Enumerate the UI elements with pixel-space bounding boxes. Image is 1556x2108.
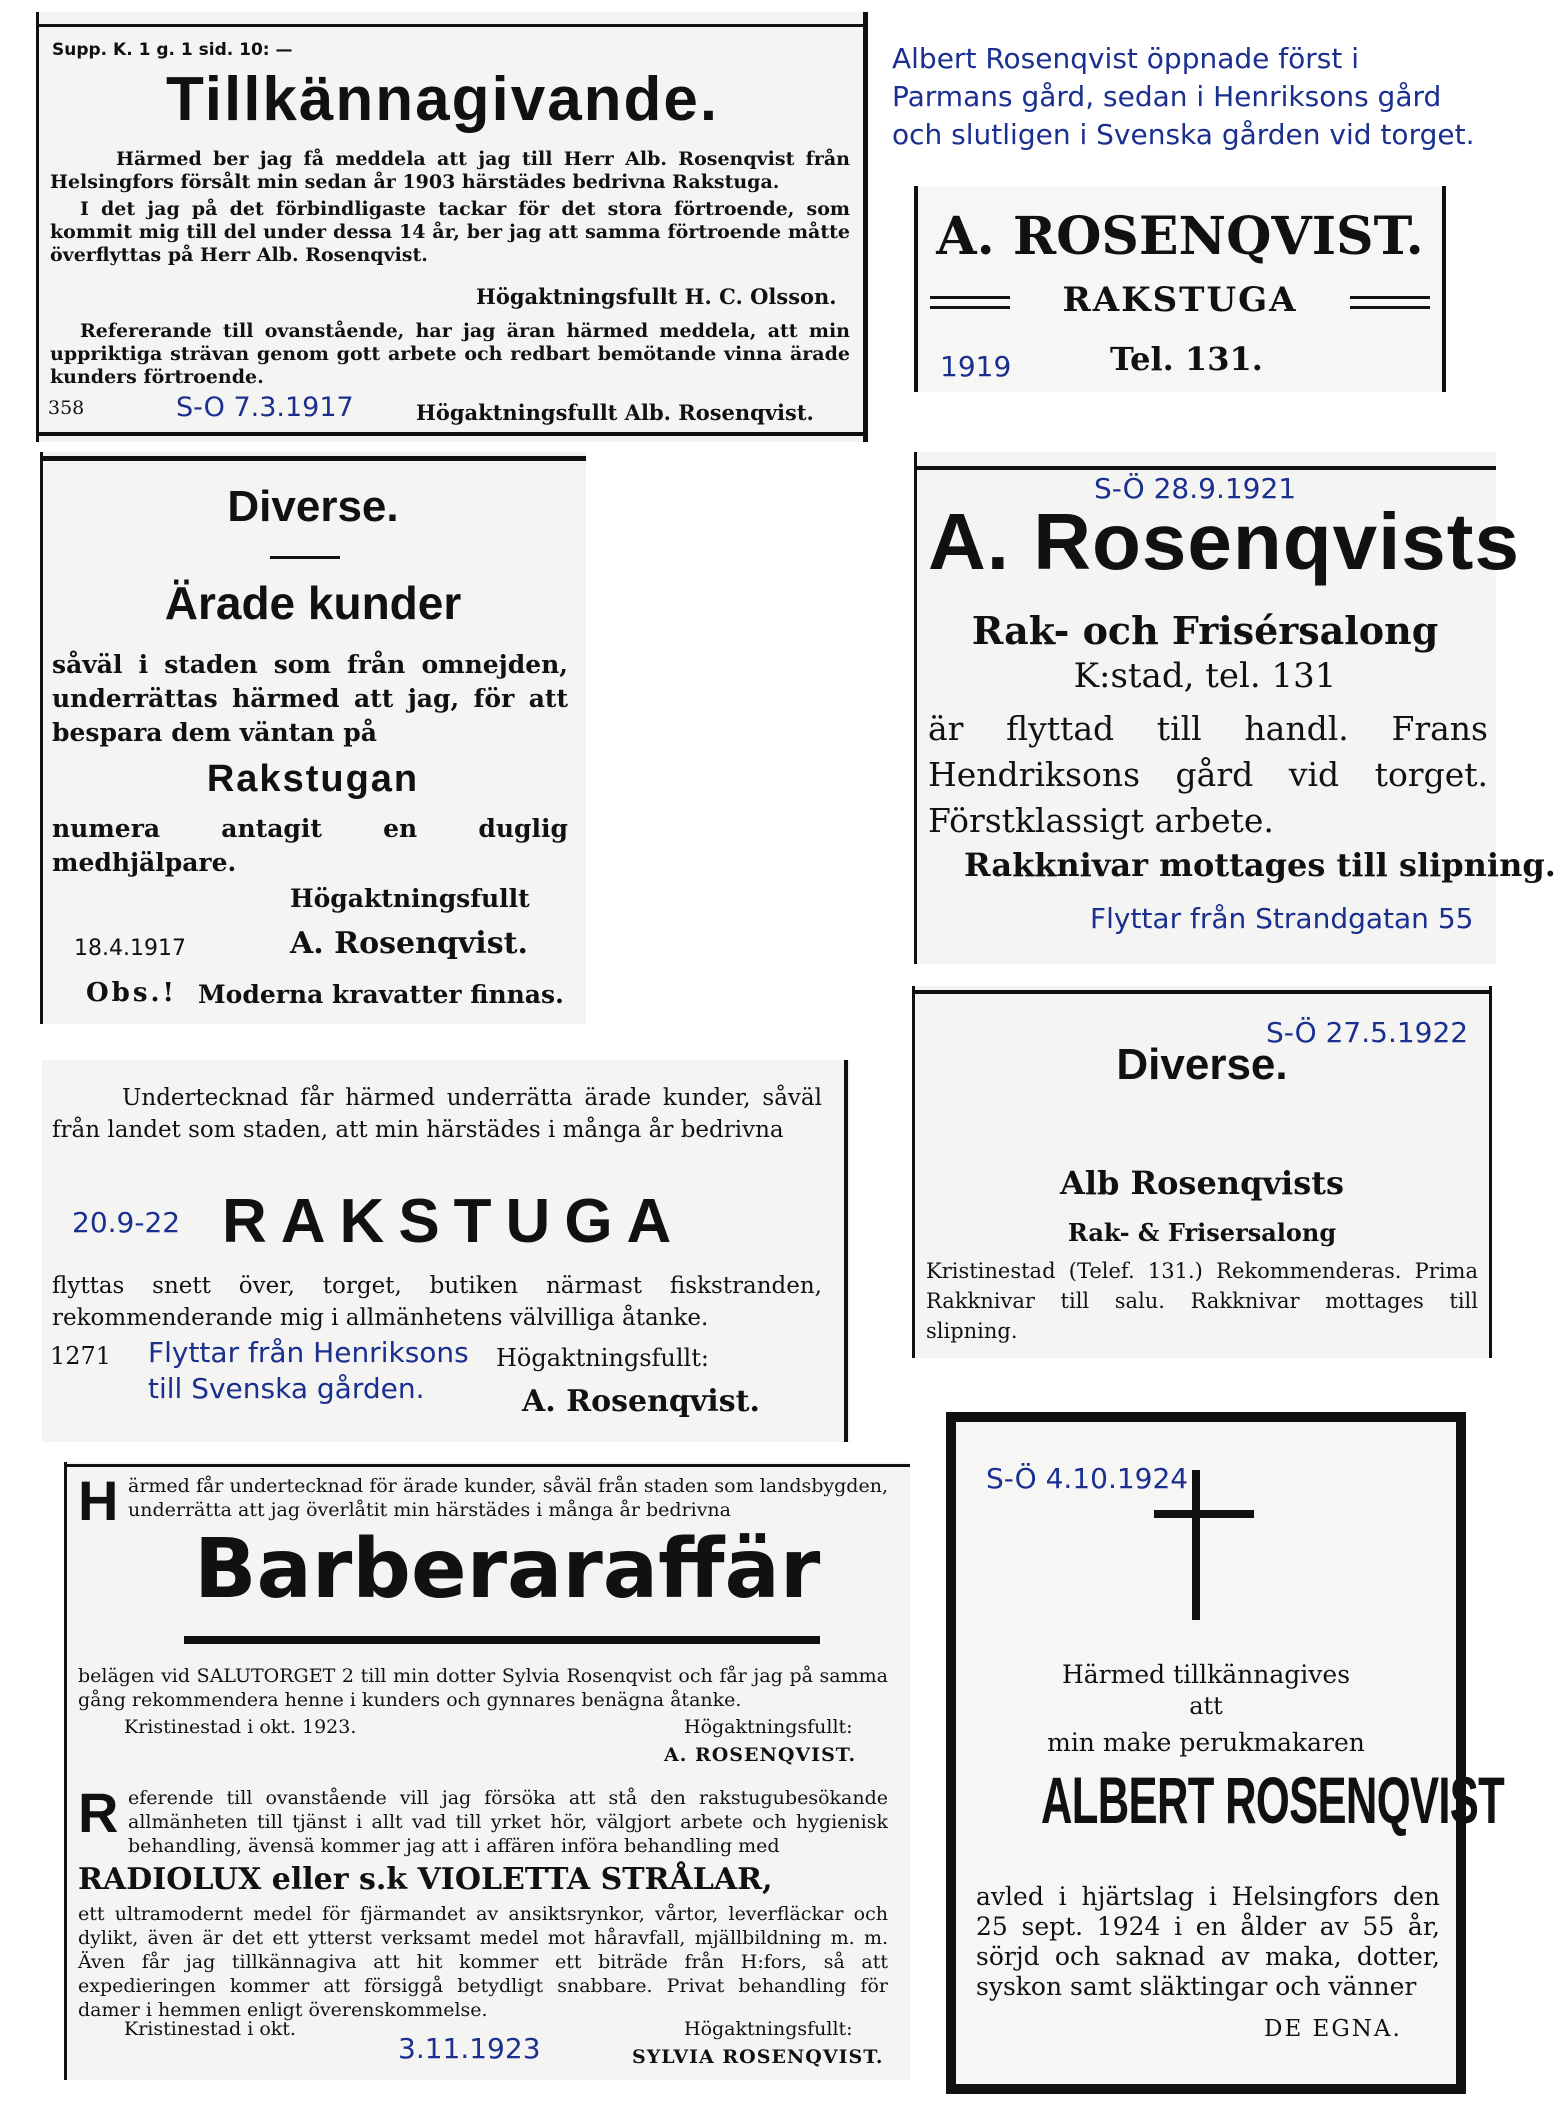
clipping-product: RADIOLUX eller s.k VIOLETTA STRÅLAR, [78,1862,773,1897]
clipping-rosenqvists-1921 [914,452,1556,964]
clipping-greeting: Högaktningsfullt: [684,1716,853,1738]
clipping-signature: A. Rosenqvist. [522,1384,760,1419]
clipping-title: Alb Rosenqvists [1059,1164,1344,1202]
clipping-title: A. Rosenqvists [928,497,1520,586]
clipping-body: Rakknivar mottages till slipning. [964,846,1556,884]
clipping-body: numera antagit en duglig medhjälpare. [52,814,568,877]
clipping-body: Härmed ber jag få meddela att jag till Herr Alb. Rosenqvist från Helsingfors försålt min sedan år 1903 härstädes bedrivna Rakstuga. [50,148,850,194]
clipping-body: flyttas snett över, torget, butiken närmast fiskstranden, rekommenderande mig i allmänhetens välvilliga åtanke. [52,1273,822,1331]
clipping-obituary [946,1412,1505,2094]
clipping-greeting: Högaktningsfullt: [684,2018,853,2040]
clipping-signature: Högaktningsfullt H. C. Olsson. [476,284,837,309]
clipping-obs-text: Moderna kravatter finnas. [198,980,564,1009]
clipping-subtitle: Rak- och Frisérsalong [971,608,1439,653]
clipping-greeting: Högaktningsfullt: [496,1344,709,1372]
note-annotation: Flyttar från Strandgatan 55 [1090,902,1474,935]
clipping-diverse-1922 [912,986,1492,1358]
clipping-intro: ärmed får undertecknad för ärade kunder, såväl från staden som landsbygden, underrätta att jag överlåtit min härstädes i många år bedrivna [128,1475,888,1521]
clipping-barberaraffar [64,1462,910,2080]
clipping-body: eferende till ovanstående vill jag försöka att stå den rakstugubesökande allmänheten till tjänst i allt vad till yrket hör, välgjort arbete och hygienisk behandling, ävensä kommer jag att i affären införa behandling med [128,1787,888,1857]
clipping-heading: Diverse. [227,482,399,531]
caption-line: Albert Rosenqvist öppnade först i [892,42,1360,75]
date-annotation: S-Ö 27.5.1922 [1266,1016,1469,1049]
clipping-body: Undertecknad får härmed underrätta ärade kunder, såväl från landet som staden, att min härstädes i många år bedrivna [52,1085,822,1143]
clipping-number: 1271 [50,1342,112,1370]
clipping-title: Barberaraffär [194,1522,821,1617]
clipping-tel: Tel. 131. [1110,340,1263,378]
drop-cap: R [78,1781,119,1844]
clipping-place: Kristinestad i okt. 1923. [124,1716,357,1738]
clipping-signature: A. Rosenqvist. [290,926,528,961]
clipping-title: RAKSTUGA [222,1187,686,1256]
obituary-body: avled i hjärtslag i Helsingfors den 25 sept. 1924 i en ålder av 55 år, sörjd och saknad av maka, dotter, syskon samt släktingar och vänner [976,1882,1440,2001]
date-annotation: S-Ö 28.9.1921 [1094,472,1297,505]
date-annotation: 3.11.1923 [398,2032,541,2065]
clipping-heading: Diverse. [1116,1040,1288,1089]
caption [892,40,1532,154]
clipping-place: Kristinestad i okt. [124,2018,296,2040]
note-annotation: till Svenska gården. [148,1372,425,1405]
clipping-title: Tillkännagivande. [166,65,720,134]
clipping-body: belägen vid SALUTORGET 2 till min dotter Sylvia Rosenqvist och får jag på samma gång rekommendera henne i kunders och gynnares benägna åtanke. [78,1665,888,1711]
clipping-signature: Högaktningsfullt Alb. Rosenqvist. [416,400,814,425]
clipping-shop: Rakstugan [206,758,420,800]
obituary-signature: DE EGNA. [1264,2016,1402,2042]
clipping-rakstuga-1919 [914,186,1446,392]
obituary-line: Härmed tillkännagives [1061,1660,1351,1689]
clipping-subtitle: RAKSTUGA [1062,280,1298,320]
clipping-place: K:stad, tel. 131 [1073,656,1337,696]
clipping-greeting: Högaktningsfullt [290,884,530,913]
drop-cap: H [78,1469,119,1532]
clipping-obs: Obs.! [86,978,177,1008]
clipping-body: Kristinestad (Telef. 131.) Rekommenderas. Prima Rakknivar till salu. Rakknivar mottages till slipning. [926,1259,1478,1343]
clipping-number: 358 [48,397,85,419]
clipping-rakstuga-1922 [42,1060,850,1442]
clipping-header: Supp. K. 1 g. 1 sid. 10: — [52,40,293,60]
caption-line: Parmans gård, sedan i Henriksons gård [892,80,1442,113]
clipping-body: Refererande till ovanstående, har jag äran härmed meddela, att min uppriktiga strävan genom gott arbete och redbart bemötande vinna ärade kunders förtroende. [50,320,850,389]
clipping-signature: SYLVIA ROSENQVIST. [632,2046,884,2068]
date-annotation: S-O 7.3.1917 [176,392,354,423]
clipping-diverse-1917 [40,452,586,1024]
cross-icon [1154,1470,1254,1620]
caption-line: och slutligen i Svenska gården vid torget. [892,118,1475,151]
obituary-name: ALBERT ROSENQVIST [1041,1763,1505,1837]
obituary-line: att [1189,1692,1223,1720]
obituary-line: min make perukmakaren [1047,1728,1365,1757]
clipping-tillkannagivande [36,12,868,442]
date-annotation: S-Ö 4.10.1924 [986,1462,1189,1495]
clipping-body: är flyttad till handl. Frans Hendriksons gård vid torget. Förstklassigt arbete. [928,709,1488,840]
clipping-body: ett ultramodernt medel för fjärmandet av ansiktsrynkor, vårtor, leverfläckar och dylikt, även är det ett ytterst verksamt medel mot håravfall, mjällbildning m. m. Även får jag tillkännagiva att hit kommer ett biträde från H:fors, så att expedieringen kommer att försiggå betydligt snabbare. Privat behandling för damer i hemmen enligt överenskommelse. [78,1903,888,2021]
note-annotation: Flyttar från Henriksons [148,1336,469,1369]
clipping-signature: A. ROSENQVIST. [664,1744,857,1766]
clipping-title: Ärade kunder [164,577,462,629]
date-annotation: 18.4.1917 [74,936,186,961]
clipping-body: såväl i staden som från omnejden, underrättas härmed att jag, för att bespara dem väntan på [52,650,568,747]
clipping-body: I det jag på det förbindligaste tackar för det stora förtroende, som kommit mig till del under dessa 14 år, ber jag att samma förtroende måtte överflyttas på Herr Alb. Rosenqvist. [50,198,850,267]
date-annotation: 20.9-22 [72,1206,181,1239]
clipping-title: A. ROSENQVIST. [936,206,1424,267]
clipping-subtitle: Rak- & Frisersalong [1067,1218,1337,1247]
date-annotation: 1919 [940,350,1012,383]
